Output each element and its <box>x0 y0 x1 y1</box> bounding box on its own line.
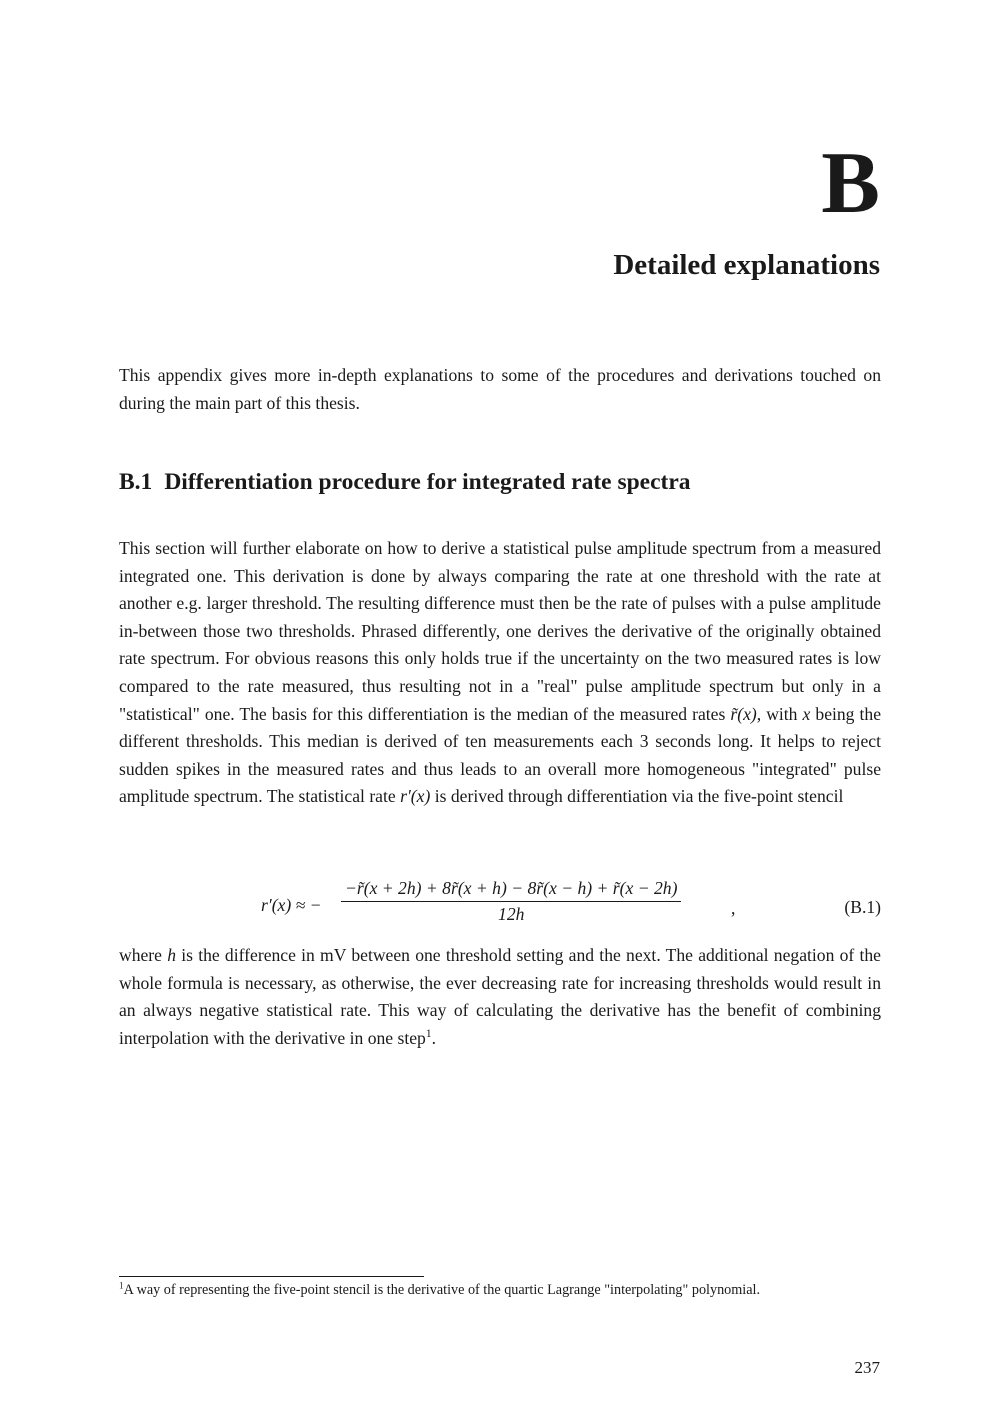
footnote <box>119 1280 889 1300</box>
equation-b1 <box>119 878 881 934</box>
after-text-3: . <box>431 1027 436 1048</box>
equation-fraction <box>341 878 681 925</box>
section-number: B.1 <box>119 469 153 495</box>
math-rprime: r′(x) <box>400 786 431 807</box>
page-number: 237 <box>854 1358 880 1377</box>
section-title: Differentiation procedure for integrated rate spectra <box>164 469 691 495</box>
body-text-2: , with <box>756 703 798 724</box>
after-text-2: is the difference in mV between one threshold setting and the next. The additional negation of the whole formula is necessary, as otherwise, the ever decreasing rate for increasing thresholds would result in an always negative statistical rate. This way of calculating the derivative has the benefit of combining interpolation with the derivative in one step <box>119 945 881 1048</box>
math-x: x <box>802 703 811 724</box>
after-text-1: where <box>119 945 162 965</box>
after-equation-paragraph <box>119 942 881 1052</box>
math-h: h <box>167 945 177 965</box>
equation-number: (B.1) <box>844 897 881 917</box>
math-rtilde: r̃(x) <box>730 703 757 724</box>
equation-numerator: −r̃(x + 2h) + 8r̃(x + h) − 8r̃(x − h) + r̃(x − 2h) <box>345 878 678 898</box>
body-paragraph <box>119 535 881 811</box>
equation-lhs: r′(x) ≈ − <box>261 895 322 915</box>
footnote-reference[interactable]: 1 <box>425 1027 432 1040</box>
intro-paragraph: This appendix gives more in-depth explanations to some of the procedures and derivations touched on during the main part of this thesis. <box>119 365 881 413</box>
body-text-4: is derived through differentiation via the five-point stencil <box>434 786 844 807</box>
body-text-3: being the different thresholds. This median is derived of ten measurements each 3 seconds long. It helps to reject sudden spikes in the measured rates and thus leads to an overall more homogeneous "integrated" pulse amplitude spectrum. The statistical rate <box>119 703 882 807</box>
footnote-divider <box>119 1276 424 1277</box>
footnote-marker: 1 <box>119 1280 124 1291</box>
chapter-letter: B <box>821 135 880 232</box>
footnote-text: A way of representing the five-point stencil is the derivative of the quartic Lagrange "interpolating" polynomial. <box>123 1282 761 1298</box>
section-heading <box>119 468 691 496</box>
chapter-title: Detailed explanations <box>613 249 880 281</box>
equation-comma: , <box>731 898 736 918</box>
body-text-1: This section will further elaborate on how to derive a statistical pulse amplitude spectrum from a measured integrated one. This derivation is done by always comparing the rate at one threshold with the rate at another e.g. larger threshold. The resulting difference must then be the rate of pulses with a pulse amplitude in-between those two thresholds. Phrased differently, one derives the derivative of the originally obtained rate spectrum. For obvious reasons this only holds true if the uncertainty on the two measured rates is low compared to the rate measured, thus resulting not in a "real" pulse amplitude spectrum but only in a "statistical" one. The basis for this differentiation is the median of the measured rates <box>119 538 881 724</box>
equation-denominator: 12h <box>498 904 525 924</box>
